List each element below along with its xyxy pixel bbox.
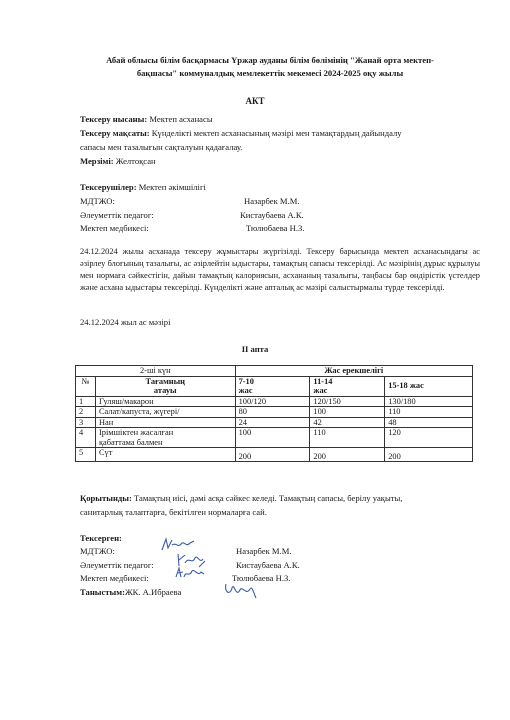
inspectors-value: Мектеп әкімшілігі bbox=[136, 182, 206, 192]
dish-name: Сүт bbox=[95, 448, 235, 462]
inspector-name-1: Назарбек М.М. bbox=[244, 196, 300, 206]
age-col-2: 11-14 жас bbox=[310, 376, 385, 396]
value-11-14: 100 bbox=[310, 407, 385, 418]
dish-name: Гуляш/макарон bbox=[95, 396, 235, 407]
inspection-paragraph: 24.12.2024 жылы асханада тексеру жұмыстары жүргізілді. Тексеру барысында мектеп асханасындағы ас әзірлеу блоғының тазалығы, ас әзірлейтін ыдыстары, тамақтың сапасы тексерілді. Ас мәзірінің дұрыс құрылуы мен нормаға сәйкестігін, дайын тамақтың калориясын, асхананың тазалығы, таңбасы бар өндірістік үстелдер және асхана ыдыстары тексерілді. Күнделікті және апталық ас мәзірі салыстырмалы түрде тексерілді. bbox=[80, 247, 480, 292]
dish-name: Ірімшіктен жасалған қабаттама балмен bbox=[95, 428, 235, 448]
num-header: № bbox=[76, 376, 96, 396]
value-7-10: 100 bbox=[235, 428, 310, 448]
purpose-value-2: сапасы мен тазалығын сақталуын қадағалау. bbox=[80, 142, 243, 152]
value-15-18: 130/180 bbox=[385, 396, 473, 407]
conclusion bbox=[80, 492, 402, 505]
conclusion-line-1: Тамақтың иісі, дәмі асқа сәйкес келеді. Тамақтың сапасы, берілу уақыты, bbox=[131, 493, 403, 503]
value-7-10: 100/120 bbox=[235, 396, 310, 407]
inspector-name-2: Кистаубаева А.К. bbox=[240, 210, 304, 220]
table-row bbox=[76, 428, 473, 448]
document-title: АКТ bbox=[245, 96, 265, 106]
value-15-18: 120 bbox=[385, 428, 473, 448]
menu-date: 24.12.2024 жыл ас мәзірі bbox=[80, 317, 171, 327]
value-11-14: 120/150 bbox=[310, 396, 385, 407]
inspector-role-1: МДТЖО: bbox=[80, 196, 115, 206]
conclusion-label: Қорытынды: bbox=[80, 493, 132, 503]
value-7-10: 200 bbox=[235, 448, 310, 462]
row-number: 1 bbox=[76, 396, 96, 407]
value-11-14: 42 bbox=[310, 417, 385, 428]
header-line-1: Абай облысы білім басқармасы Үржар ауданы білім бөлімінің "Жанай орта мектеп- bbox=[106, 55, 434, 65]
inspection-object bbox=[80, 113, 213, 126]
checked-label: Тексерген: bbox=[80, 533, 122, 543]
value-15-18: 48 bbox=[385, 417, 473, 428]
purpose-value-1: Күнделікті мектеп асханасының мәзірі мен тамақтардың дайындалу bbox=[149, 128, 402, 138]
dish-name: Нан bbox=[95, 417, 235, 428]
inspector-name-3: Тюлюбаева Н.З. bbox=[246, 223, 305, 233]
value-15-18: 200 bbox=[385, 448, 473, 462]
checker-role-1: МДТЖО: bbox=[80, 546, 115, 556]
inspectors-label: Тексерушілер: bbox=[80, 182, 137, 192]
row-number: 4 bbox=[76, 428, 96, 448]
acquainted-label: Таныстым: bbox=[80, 587, 125, 597]
table-row bbox=[76, 448, 473, 462]
checker-name-2: Кистаубаева А.К. bbox=[236, 560, 300, 570]
row-number: 5 bbox=[76, 448, 96, 462]
acquainted bbox=[80, 586, 181, 599]
inspection-term bbox=[80, 155, 156, 168]
inspection-purpose bbox=[80, 127, 402, 140]
purpose-label: Тексеру мақсаты: bbox=[80, 128, 150, 138]
checker-name-3: Тюлюбаева Н.З. bbox=[232, 573, 291, 583]
checker-name-1: Назарбек М.М. bbox=[236, 546, 292, 556]
table-row bbox=[76, 396, 473, 407]
value-15-18: 110 bbox=[385, 407, 473, 418]
checker-role-3: Мектеп медбикесі: bbox=[80, 573, 149, 583]
checker-role-2: Әлеуметтік педагог: bbox=[80, 560, 154, 570]
value-7-10: 24 bbox=[235, 417, 310, 428]
object-value: Мектеп асханасы bbox=[147, 114, 213, 124]
menu-table bbox=[75, 365, 473, 462]
term-value: Желтоқсан bbox=[113, 156, 156, 166]
row-number: 2 bbox=[76, 407, 96, 418]
value-11-14: 110 bbox=[310, 428, 385, 448]
age-col-1: 7-10 жас bbox=[235, 376, 310, 396]
inspector-role-3: Мектеп медбикесі: bbox=[80, 223, 149, 233]
acquainted-value: ЖК. А.Ибраева bbox=[124, 587, 182, 597]
dish-header: Тағамның атауы bbox=[95, 376, 235, 396]
document-header bbox=[80, 54, 460, 80]
table-row bbox=[76, 376, 473, 396]
value-7-10: 80 bbox=[235, 407, 310, 418]
term-label: Мерзімі: bbox=[80, 156, 114, 166]
age-col-3: 15-18 жас bbox=[385, 376, 473, 396]
age-header-cell: Жас ерекшелігі bbox=[235, 366, 472, 377]
conclusion-line-2: санитарлық талаптарға, бекітілген нормаларға сай. bbox=[80, 507, 267, 517]
signature-mark-4 bbox=[222, 580, 258, 602]
day-cell: 2-ші күн bbox=[76, 366, 236, 377]
header-line-2: бақшасы" коммуналдық мемлекеттік мекемесі 2024-2025 оқу жылы bbox=[136, 68, 404, 78]
inspectors-heading bbox=[80, 181, 206, 194]
signature-mark-3 bbox=[174, 565, 206, 581]
object-label: Тексеру нысаны: bbox=[80, 114, 148, 124]
week-label: II апта bbox=[241, 344, 269, 354]
value-11-14: 200 bbox=[310, 448, 385, 462]
table-row bbox=[76, 407, 473, 418]
dish-name: Салат/капуста, жүгері/ bbox=[95, 407, 235, 418]
row-number: 3 bbox=[76, 417, 96, 428]
table-row bbox=[76, 366, 473, 377]
inspector-role-2: Әлеуметтік педагог: bbox=[80, 210, 154, 220]
table-row bbox=[76, 417, 473, 428]
